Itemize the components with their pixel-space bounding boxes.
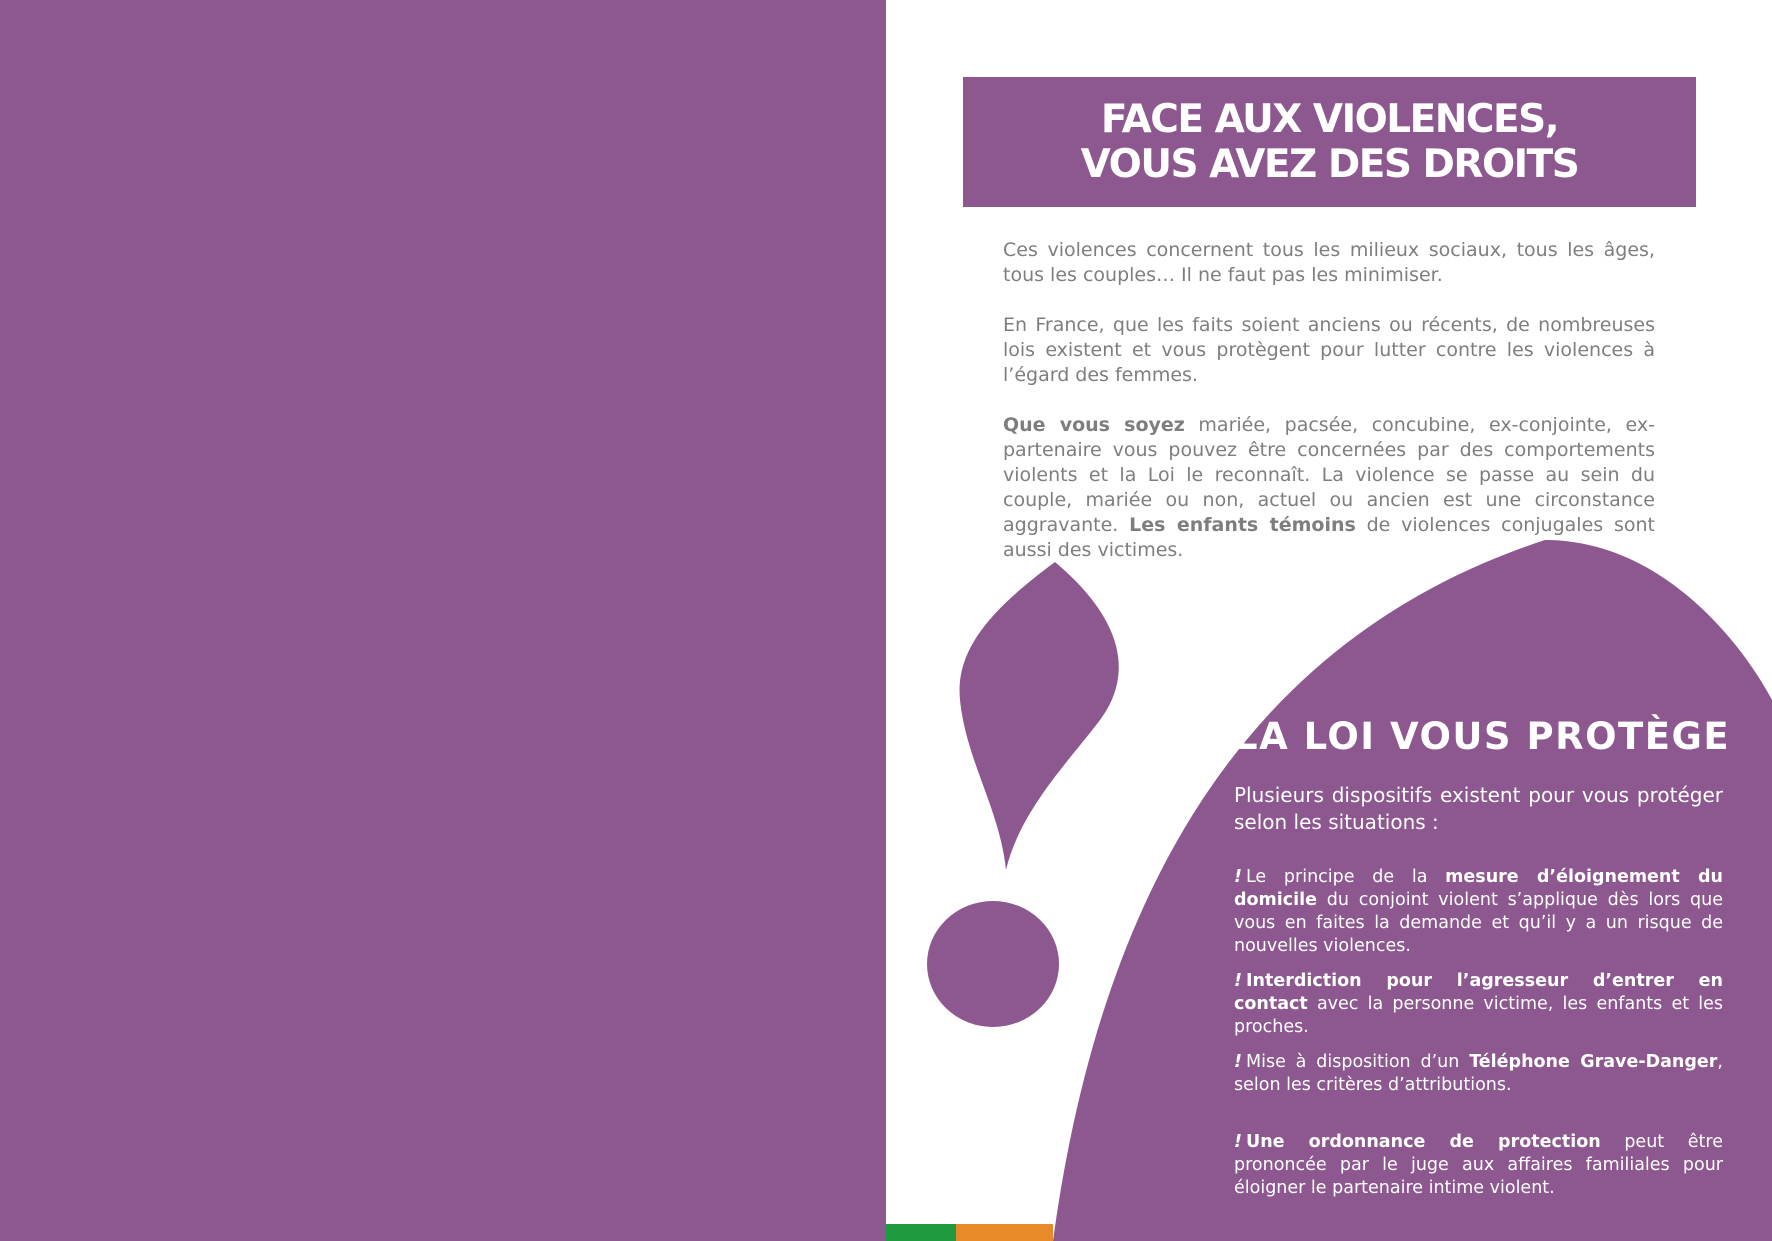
measure-text-post: peut être prononcée par le juge aux affaires familiales pour éloigner le partenaire intime violent. [1234,1132,1723,1198]
law-section-intro: Plusieurs dispositifs existent pour vous protéger selon les situations : [1234,783,1723,834]
intro-paragraph-1: Ces violences concernent tous les milieux sociaux, tous les âges, tous les couples… Il ne faut pas les minimiser. [1003,239,1655,286]
intro-text [1003,238,1655,588]
intro-text-span-2: de violences conjugales sont aussi des victimes. [1003,514,1655,561]
exclamation-bullet-icon: ! [1234,1132,1242,1152]
measure-bold: Téléphone Grave-Danger [1469,1052,1718,1072]
measure-bold: Interdiction pour l’agresseur d’entrer en contact [1234,971,1723,1014]
measure-bold: mesure d’éloignement du domicile [1234,867,1723,910]
measure-text: Le principe de la [1245,867,1446,887]
measure-text-post: du conjoint violent s’applique dès lors que vous en faites la demande et qu’il y a un risque de nouvelles violences. [1234,890,1723,956]
exclamation-dot-icon [927,901,1059,1027]
exclamation-bullet-icon: ! [1234,971,1242,991]
title-line-1: FACE AUX VIOLENCES, [1100,97,1559,142]
orange-color-stripe [956,1224,1053,1241]
intro-text-span: mariée, pacsée, concubine, ex-conjointe, ex-partenaire vous pouvez être concernées par des comportements violents et la Loi le reconnaît. La violence se passe au sein du couple, mariée ou non, actuel ou ancien est une circonstance aggravante. [1003,414,1655,536]
exclamation-bullet-icon: ! [1234,1052,1242,1072]
intro-paragraph-2: En France, que les faits soient anciens ou récents, de nombreuses lois existent et vous protègent pour lutter contre les violences à l’égard des femmes. [1003,314,1655,386]
measure-text: Mise à disposition d’un [1245,1052,1470,1072]
measure-item [1234,866,1723,958]
title-banner [963,77,1696,207]
intro-bold-phrase: Que vous soyez [1003,414,1185,436]
measure-text-post: avec la personne victime, les enfants et les proches. [1234,994,1723,1037]
measure-item [1234,1051,1723,1097]
law-section-title: LA LOI VOUS PROTÈGE [1234,715,1731,758]
exclamation-bullet-icon: ! [1234,867,1242,887]
measure-text-post: , selon les critères d’attributions. [1234,1052,1723,1095]
measure-item [1234,970,1723,1039]
title-line-2: VOUS AVEZ DES DROITS [1080,142,1579,187]
intro-bold-phrase-2: Les enfants témoins [1129,514,1356,536]
green-color-stripe [886,1224,956,1241]
exclamation-drop-icon [960,562,1119,870]
intro-paragraph-3 [1003,413,1655,563]
measure-item [1234,1131,1723,1200]
measure-bold: Une ordonnance de protection [1245,1132,1601,1152]
